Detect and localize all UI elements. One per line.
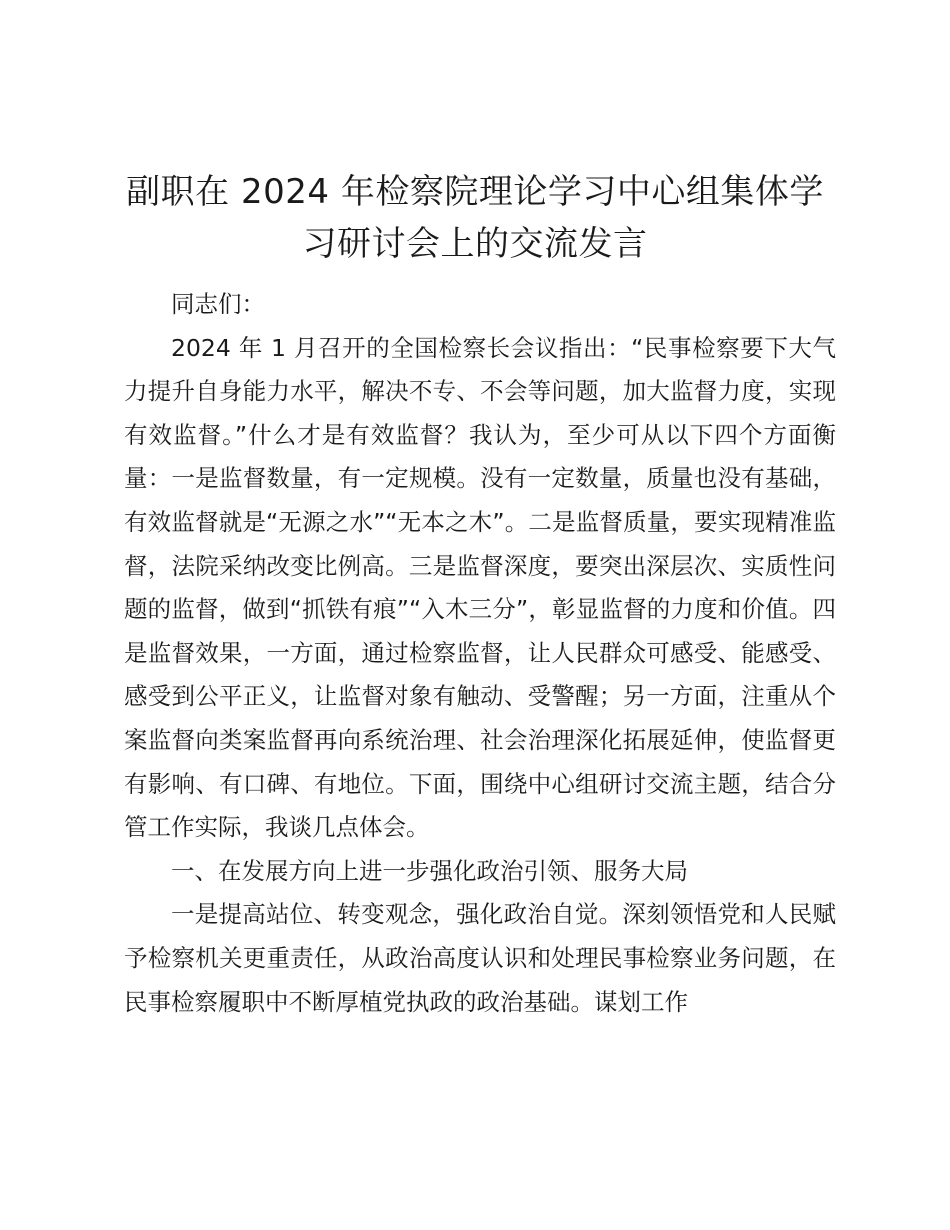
document-body — [124, 283, 836, 1024]
document-title — [100, 166, 850, 270]
salutation: 同志们： — [171, 290, 265, 318]
body-paragraph: 一是提高站位、转变观念，强化政治自觉。深刻领悟党和人民赋予检察机关更重责任，从政治高度认识和处理民事检察业务问题，在民事检察履职中不断厚植党执政的政治基础。谋划工作 — [124, 900, 836, 1016]
title-line-1: 副职在 2024 年检察院理论学习中心组集体学 — [126, 172, 824, 212]
section-heading: 一、在发展方向上进一步强化政治引领、服务大局 — [171, 856, 688, 885]
intro-paragraph: 2024 年 1 月召开的全国检察长会议指出：“民事检察要下大气力提升自身能力水平，解决不专、不会等问题，加大监督力度，实现有效监督。”什么才是有效监督？我认为，至少可从以下四个方面衡量：一是监督数量，有一定规模。没有一定数量，质量也没有基础，有效监督就是“无源之水”“无本之木”。二是监督质量，要实现精准监督，法院采纳改变比例高。三是监督深度，要突出深层次、实质性问题的监督，做到“抓铁有痕”“入木三分”，彰显监督的力度和价值。四是监督效果，一方面，通过检察监督，让人民群众可感受、能感受、感受到公平正义，让监督对象有触动、受警醒；另一方面，注重从个案监督向类案监督再向系统治理、社会治理深化拓展延伸，使监督更有影响、有口碑、有地位。下面，围绕中心组研讨交流主题，结合分管工作实际，我谈几点体会。 — [124, 333, 836, 842]
title-line-2: 习研讨会上的交流发言 — [302, 224, 648, 264]
